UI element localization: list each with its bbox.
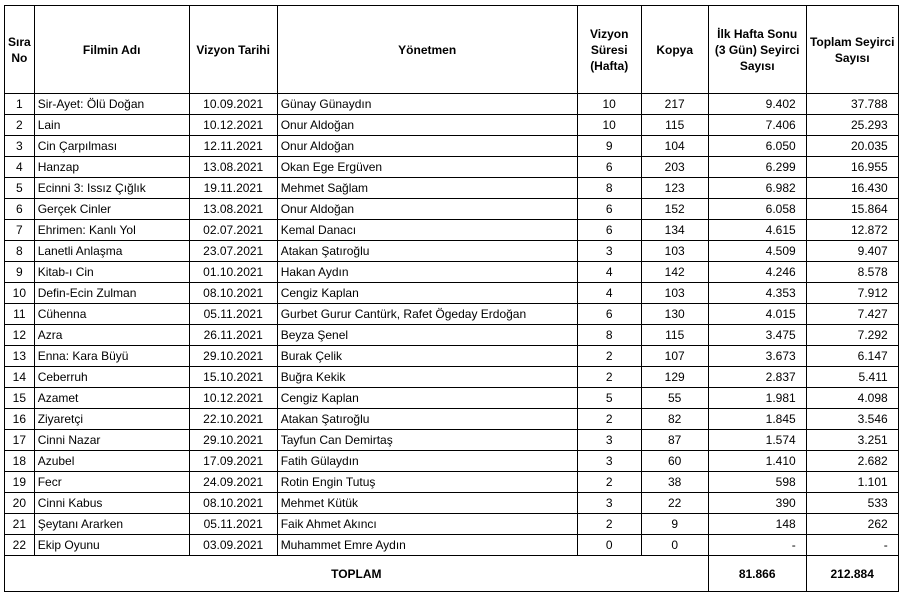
cell-director: Atakan Şatıroğlu <box>277 409 577 430</box>
cell-director: Onur Aldoğan <box>277 115 577 136</box>
table-row <box>5 304 899 325</box>
cell-director: Mehmet Kütük <box>277 493 577 514</box>
cell-weeks: 8 <box>577 325 641 346</box>
cell-no: 17 <box>5 430 35 451</box>
cell-weeks: 3 <box>577 493 641 514</box>
cell-weeks: 10 <box>577 94 641 115</box>
cell-no: 1 <box>5 94 35 115</box>
cell-total: 1.101 <box>806 472 898 493</box>
cell-title: Cühenna <box>34 304 189 325</box>
cell-copies: 104 <box>641 136 708 157</box>
table-row <box>5 388 899 409</box>
cell-date: 29.10.2021 <box>189 430 277 451</box>
table-row <box>5 409 899 430</box>
cell-title: Ekip Oyunu <box>34 535 189 556</box>
cell-first-weekend: - <box>708 535 806 556</box>
cell-title: Ehrimen: Kanlı Yol <box>34 220 189 241</box>
cell-no: 18 <box>5 451 35 472</box>
cell-title: Lain <box>34 115 189 136</box>
table-row <box>5 325 899 346</box>
cell-director: Gurbet Gurur Cantürk, Rafet Ögeday Erdoğan <box>277 304 577 325</box>
table-row <box>5 283 899 304</box>
cell-date: 02.07.2021 <box>189 220 277 241</box>
cell-copies: 115 <box>641 115 708 136</box>
cell-director: Fatih Gülaydın <box>277 451 577 472</box>
cell-director: Muhammet Emre Aydın <box>277 535 577 556</box>
cell-copies: 152 <box>641 199 708 220</box>
cell-director: Kemal Danacı <box>277 220 577 241</box>
table-row <box>5 115 899 136</box>
cell-date: 12.11.2021 <box>189 136 277 157</box>
cell-weeks: 6 <box>577 220 641 241</box>
cell-total: 7.912 <box>806 283 898 304</box>
cell-weeks: 3 <box>577 241 641 262</box>
cell-director: Hakan Aydın <box>277 262 577 283</box>
cell-copies: 203 <box>641 157 708 178</box>
cell-title: Cinni Nazar <box>34 430 189 451</box>
cell-title: Cinni Kabus <box>34 493 189 514</box>
cell-total: 9.407 <box>806 241 898 262</box>
cell-total: 2.682 <box>806 451 898 472</box>
header-copies: Kopya <box>641 6 708 94</box>
cell-no: 11 <box>5 304 35 325</box>
table-row <box>5 178 899 199</box>
cell-total: 20.035 <box>806 136 898 157</box>
cell-director: Tayfun Can Demirtaş <box>277 430 577 451</box>
header-row <box>5 6 899 94</box>
table-row <box>5 493 899 514</box>
cell-copies: 60 <box>641 451 708 472</box>
cell-director: Cengiz Kaplan <box>277 388 577 409</box>
cell-total: 7.292 <box>806 325 898 346</box>
cell-weeks: 2 <box>577 514 641 535</box>
cell-first-weekend: 1.410 <box>708 451 806 472</box>
cell-date: 17.09.2021 <box>189 451 277 472</box>
table-row <box>5 136 899 157</box>
cell-date: 13.08.2021 <box>189 199 277 220</box>
table-row <box>5 367 899 388</box>
cell-title: Enna: Kara Büyü <box>34 346 189 367</box>
cell-no: 9 <box>5 262 35 283</box>
cell-director: Burak Çelik <box>277 346 577 367</box>
cell-total: 7.427 <box>806 304 898 325</box>
header-first-weekend: İlk Hafta Sonu (3 Gün) Seyirci Sayısı <box>708 6 806 94</box>
cell-total: 12.872 <box>806 220 898 241</box>
cell-weeks: 8 <box>577 178 641 199</box>
cell-copies: 87 <box>641 430 708 451</box>
cell-copies: 103 <box>641 241 708 262</box>
cell-first-weekend: 3.673 <box>708 346 806 367</box>
cell-date: 05.11.2021 <box>189 514 277 535</box>
cell-total: 262 <box>806 514 898 535</box>
cell-no: 8 <box>5 241 35 262</box>
cell-copies: 55 <box>641 388 708 409</box>
cell-date: 13.08.2021 <box>189 157 277 178</box>
header-title: Filmin Adı <box>34 6 189 94</box>
table-row <box>5 241 899 262</box>
cell-first-weekend: 7.406 <box>708 115 806 136</box>
cell-date: 10.12.2021 <box>189 388 277 409</box>
header-no: Sıra No <box>5 6 35 94</box>
cell-weeks: 6 <box>577 157 641 178</box>
cell-copies: 9 <box>641 514 708 535</box>
cell-director: Onur Aldoğan <box>277 199 577 220</box>
cell-weeks: 4 <box>577 262 641 283</box>
table-row <box>5 430 899 451</box>
cell-first-weekend: 4.246 <box>708 262 806 283</box>
cell-date: 24.09.2021 <box>189 472 277 493</box>
cell-director: Rotin Engin Tutuş <box>277 472 577 493</box>
cell-total: 3.251 <box>806 430 898 451</box>
cell-date: 29.10.2021 <box>189 346 277 367</box>
cell-copies: 103 <box>641 283 708 304</box>
cell-weeks: 2 <box>577 409 641 430</box>
cell-date: 19.11.2021 <box>189 178 277 199</box>
cell-director: Onur Aldoğan <box>277 136 577 157</box>
cell-director: Okan Ege Ergüven <box>277 157 577 178</box>
cell-no: 20 <box>5 493 35 514</box>
cell-total: 16.955 <box>806 157 898 178</box>
cell-total: - <box>806 535 898 556</box>
cell-title: Ziyaretçi <box>34 409 189 430</box>
cell-weeks: 2 <box>577 472 641 493</box>
cell-first-weekend: 390 <box>708 493 806 514</box>
cell-copies: 217 <box>641 94 708 115</box>
cell-first-weekend: 4.015 <box>708 304 806 325</box>
cell-no: 4 <box>5 157 35 178</box>
table-row <box>5 262 899 283</box>
cell-date: 26.11.2021 <box>189 325 277 346</box>
cell-weeks: 10 <box>577 115 641 136</box>
cell-total: 3.546 <box>806 409 898 430</box>
cell-no: 5 <box>5 178 35 199</box>
cell-date: 01.10.2021 <box>189 262 277 283</box>
cell-copies: 142 <box>641 262 708 283</box>
cell-first-weekend: 1.845 <box>708 409 806 430</box>
cell-date: 08.10.2021 <box>189 493 277 514</box>
cell-date: 23.07.2021 <box>189 241 277 262</box>
cell-title: Sir-Ayet: Ölü Doğan <box>34 94 189 115</box>
cell-copies: 123 <box>641 178 708 199</box>
cell-title: Şeytanı Ararken <box>34 514 189 535</box>
cell-title: Hanzap <box>34 157 189 178</box>
cell-director: Beyza Şenel <box>277 325 577 346</box>
cell-total: 15.864 <box>806 199 898 220</box>
cell-copies: 22 <box>641 493 708 514</box>
cell-weeks: 6 <box>577 199 641 220</box>
cell-first-weekend: 148 <box>708 514 806 535</box>
table-row <box>5 94 899 115</box>
cell-copies: 129 <box>641 367 708 388</box>
cell-no: 10 <box>5 283 35 304</box>
cell-title: Azubel <box>34 451 189 472</box>
cell-director: Buğra Kekik <box>277 367 577 388</box>
cell-first-weekend: 4.509 <box>708 241 806 262</box>
cell-weeks: 3 <box>577 430 641 451</box>
cell-no: 19 <box>5 472 35 493</box>
cell-copies: 115 <box>641 325 708 346</box>
cell-first-weekend: 4.615 <box>708 220 806 241</box>
cell-first-weekend: 3.475 <box>708 325 806 346</box>
cell-weeks: 6 <box>577 304 641 325</box>
cell-no: 13 <box>5 346 35 367</box>
table-row <box>5 451 899 472</box>
cell-no: 14 <box>5 367 35 388</box>
cell-total: 5.411 <box>806 367 898 388</box>
table-row <box>5 220 899 241</box>
cell-title: Gerçek Cinler <box>34 199 189 220</box>
cell-date: 22.10.2021 <box>189 409 277 430</box>
cell-weeks: 4 <box>577 283 641 304</box>
cell-title: Lanetli Anlaşma <box>34 241 189 262</box>
table-row <box>5 472 899 493</box>
cell-director: Mehmet Sağlam <box>277 178 577 199</box>
cell-copies: 107 <box>641 346 708 367</box>
box-office-table <box>4 5 899 592</box>
table-row <box>5 346 899 367</box>
cell-date: 05.11.2021 <box>189 304 277 325</box>
totals-total: 212.884 <box>806 556 898 592</box>
cell-title: Kitab-ı Cin <box>34 262 189 283</box>
totals-row <box>5 556 899 592</box>
header-weeks: Vizyon Süresi (Hafta) <box>577 6 641 94</box>
cell-date: 10.12.2021 <box>189 115 277 136</box>
cell-copies: 82 <box>641 409 708 430</box>
cell-weeks: 3 <box>577 451 641 472</box>
table-row <box>5 535 899 556</box>
totals-label: TOPLAM <box>5 556 709 592</box>
cell-no: 7 <box>5 220 35 241</box>
table-row <box>5 199 899 220</box>
table-row <box>5 157 899 178</box>
cell-first-weekend: 6.050 <box>708 136 806 157</box>
header-director: Yönetmen <box>277 6 577 94</box>
cell-total: 25.293 <box>806 115 898 136</box>
cell-date: 08.10.2021 <box>189 283 277 304</box>
cell-no: 15 <box>5 388 35 409</box>
cell-no: 16 <box>5 409 35 430</box>
cell-copies: 38 <box>641 472 708 493</box>
cell-weeks: 2 <box>577 367 641 388</box>
cell-total: 8.578 <box>806 262 898 283</box>
cell-no: 12 <box>5 325 35 346</box>
cell-first-weekend: 598 <box>708 472 806 493</box>
cell-first-weekend: 6.058 <box>708 199 806 220</box>
cell-date: 03.09.2021 <box>189 535 277 556</box>
cell-no: 6 <box>5 199 35 220</box>
cell-copies: 130 <box>641 304 708 325</box>
cell-no: 3 <box>5 136 35 157</box>
cell-first-weekend: 6.299 <box>708 157 806 178</box>
cell-title: Cin Çarpılması <box>34 136 189 157</box>
header-date: Vizyon Tarihi <box>189 6 277 94</box>
cell-date: 10.09.2021 <box>189 94 277 115</box>
cell-copies: 0 <box>641 535 708 556</box>
cell-no: 2 <box>5 115 35 136</box>
cell-total: 533 <box>806 493 898 514</box>
header-total: Toplam Seyirci Sayısı <box>806 6 898 94</box>
cell-title: Defin-Ecin Zulman <box>34 283 189 304</box>
cell-director: Cengiz Kaplan <box>277 283 577 304</box>
cell-weeks: 0 <box>577 535 641 556</box>
cell-first-weekend: 1.981 <box>708 388 806 409</box>
cell-first-weekend: 2.837 <box>708 367 806 388</box>
cell-first-weekend: 4.353 <box>708 283 806 304</box>
cell-no: 22 <box>5 535 35 556</box>
cell-weeks: 9 <box>577 136 641 157</box>
cell-title: Ecinni 3: Issız Çığlık <box>34 178 189 199</box>
cell-copies: 134 <box>641 220 708 241</box>
cell-first-weekend: 9.402 <box>708 94 806 115</box>
cell-weeks: 5 <box>577 388 641 409</box>
cell-title: Azamet <box>34 388 189 409</box>
cell-director: Atakan Şatıroğlu <box>277 241 577 262</box>
cell-director: Faik Ahmet Akıncı <box>277 514 577 535</box>
cell-total: 6.147 <box>806 346 898 367</box>
cell-title: Fecr <box>34 472 189 493</box>
cell-first-weekend: 6.982 <box>708 178 806 199</box>
totals-first-weekend: 81.866 <box>708 556 806 592</box>
cell-weeks: 2 <box>577 346 641 367</box>
table-row <box>5 514 899 535</box>
cell-title: Azra <box>34 325 189 346</box>
cell-date: 15.10.2021 <box>189 367 277 388</box>
cell-director: Günay Günaydın <box>277 94 577 115</box>
cell-title: Ceberruh <box>34 367 189 388</box>
cell-first-weekend: 1.574 <box>708 430 806 451</box>
cell-total: 37.788 <box>806 94 898 115</box>
cell-no: 21 <box>5 514 35 535</box>
cell-total: 4.098 <box>806 388 898 409</box>
cell-total: 16.430 <box>806 178 898 199</box>
